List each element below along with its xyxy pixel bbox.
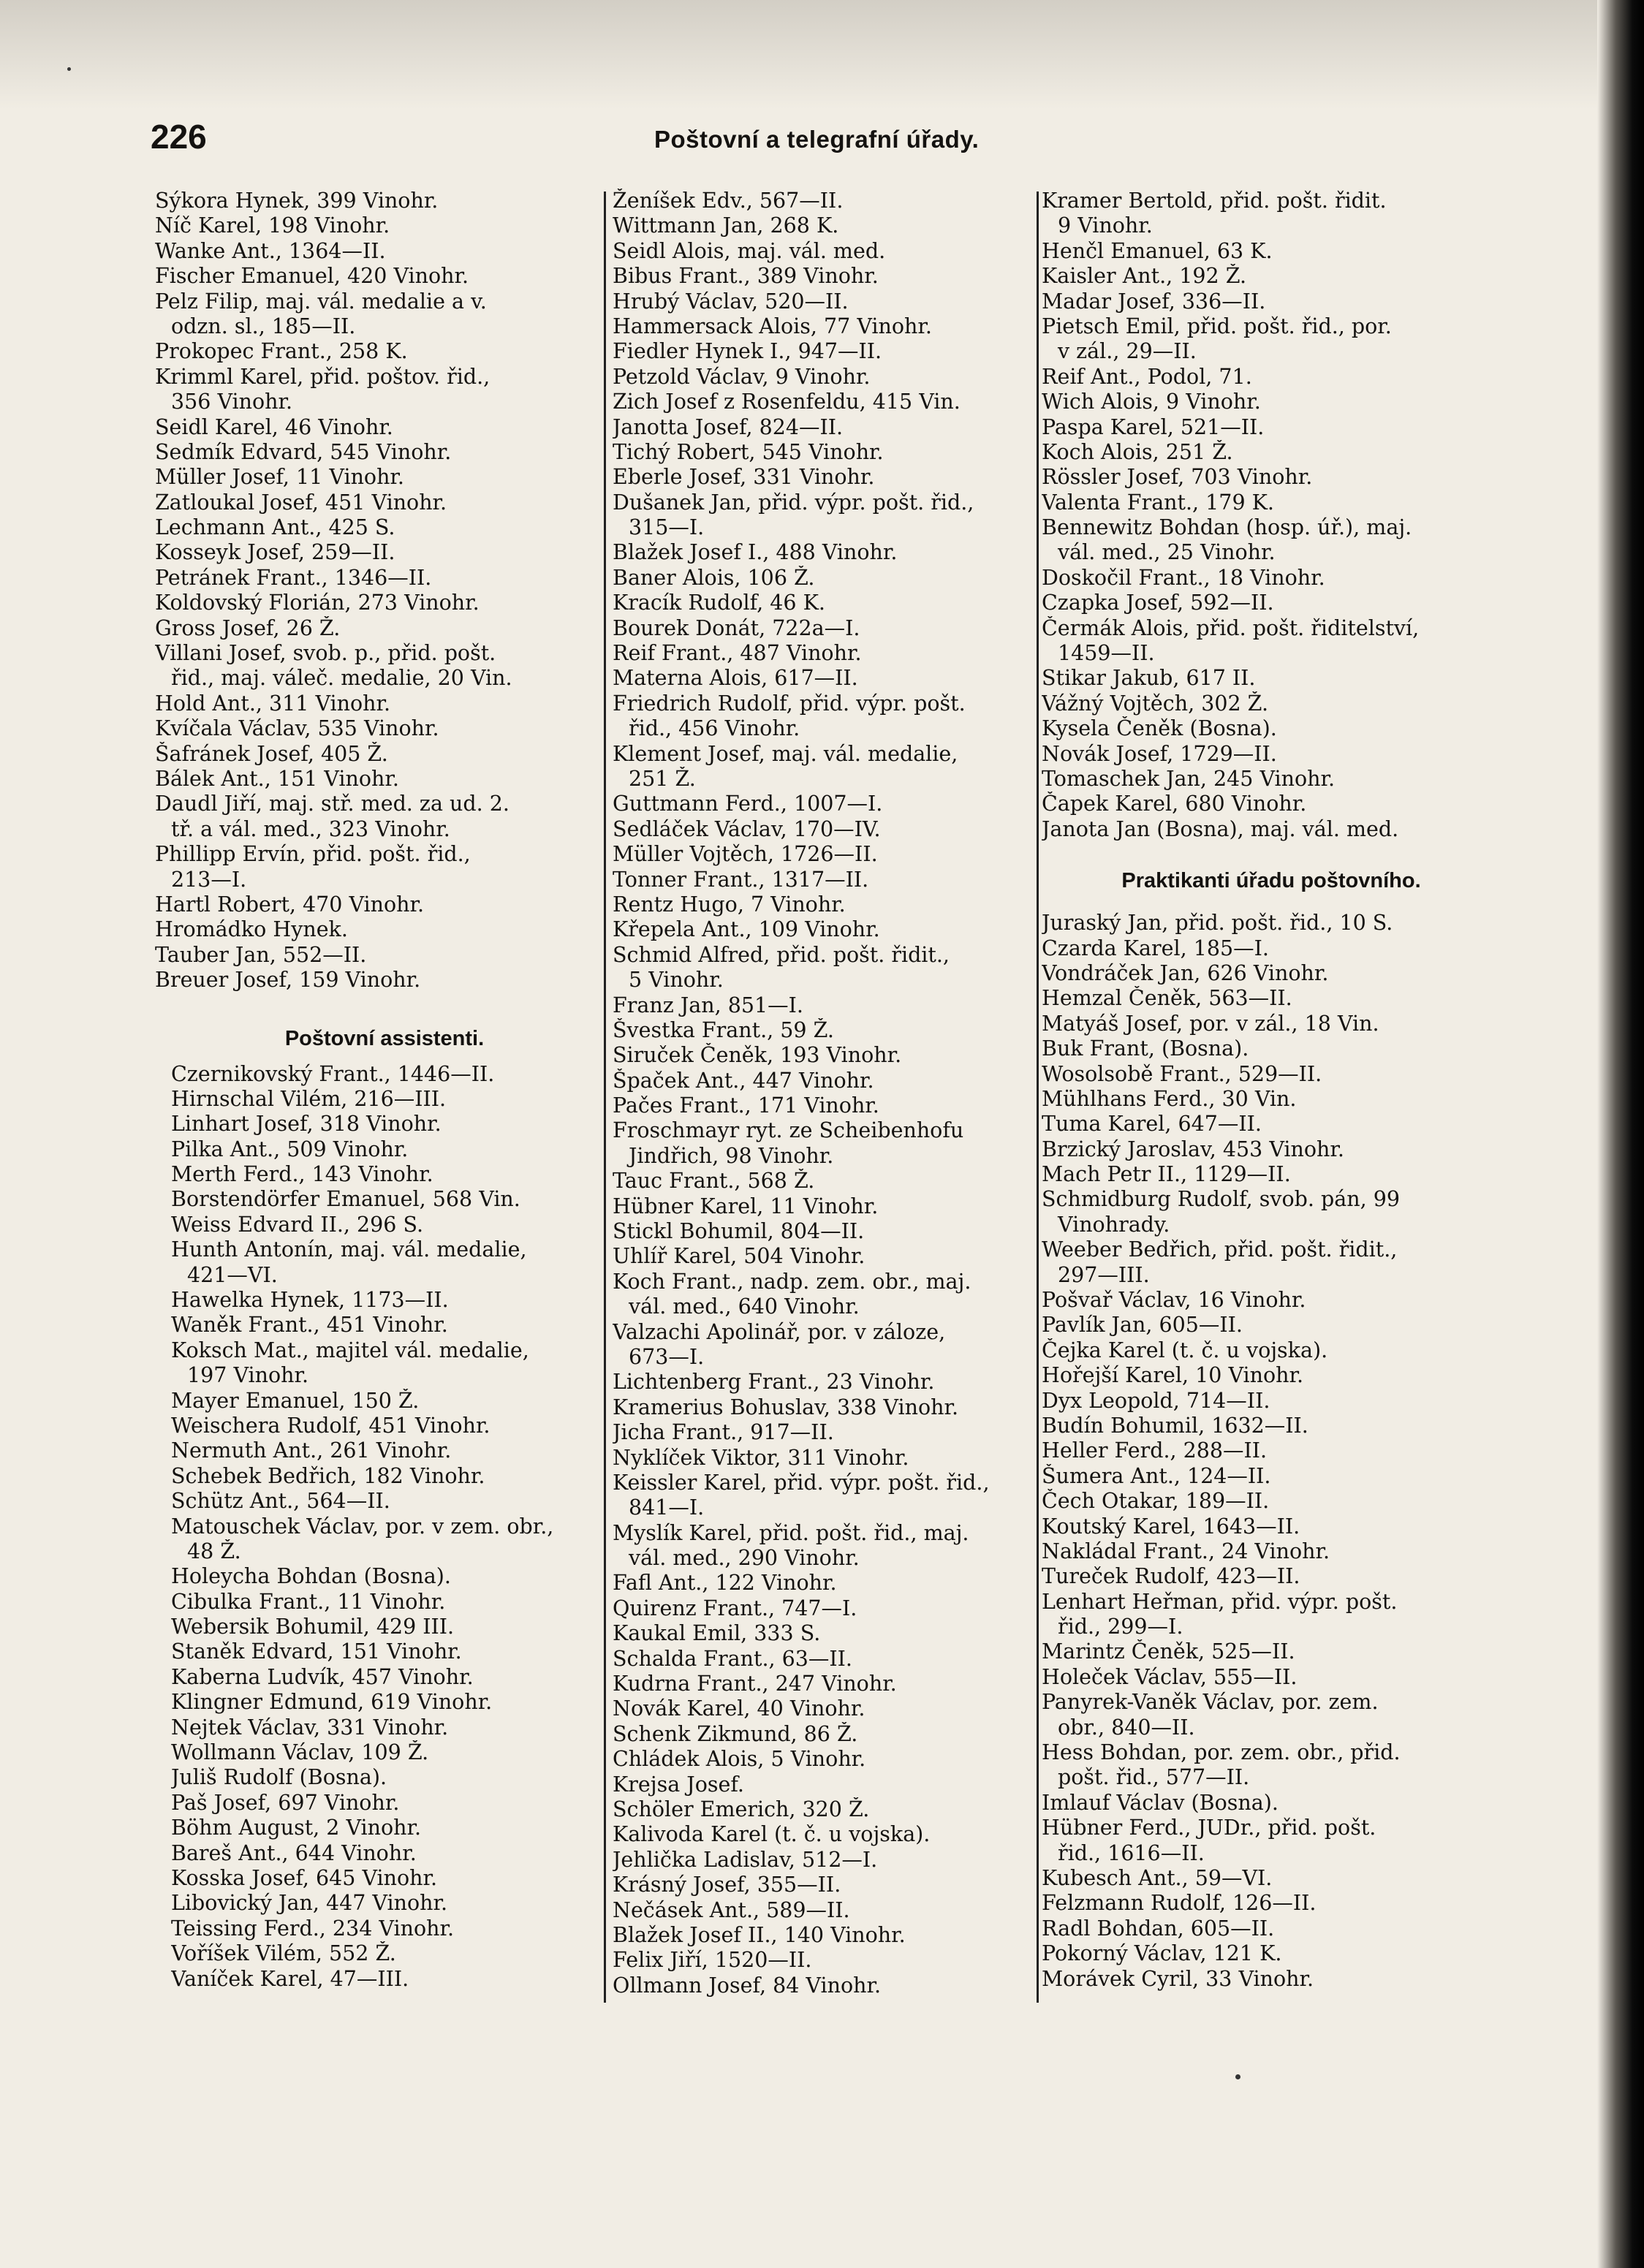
entry-continuation: v zál., 29—II. — [1058, 339, 1197, 364]
list-entry: Kosseyk Josef, 259—II. — [155, 540, 395, 565]
list-entry: Schebek Bedřich, 182 Vinohr. — [171, 1463, 485, 1488]
list-entry: Jehlička Ladislav, 512—I. — [613, 1847, 878, 1872]
list-entry: Weeber Bedřich, přid. pošt. řidit., — [1042, 1237, 1398, 1262]
list-entry: Friedrich Rudolf, přid. výpr. pošt. — [613, 691, 966, 716]
list-entry: Krásný Josef, 355—II. — [613, 1873, 841, 1897]
list-entry: Vondráček Jan, 626 Vinohr. — [1042, 960, 1329, 985]
list-entry: Seidl Karel, 46 Vinohr. — [155, 414, 393, 439]
list-entry: Hawelka Hynek, 1173—II. — [171, 1288, 449, 1313]
list-entry: Níč Karel, 198 Vinohr. — [155, 213, 390, 238]
list-entry: Fischer Emanuel, 420 Vinohr. — [155, 264, 469, 289]
list-entry: Sedláček Václav, 170—IV. — [613, 816, 881, 841]
list-entry: Klingner Edmund, 619 Vinohr. — [171, 1690, 493, 1715]
list-entry: Tureček Rudolf, 423—II. — [1042, 1564, 1300, 1589]
list-entry: Křepela Ant., 109 Vinohr. — [613, 917, 880, 942]
list-entry: Zich Josef z Rosenfeldu, 415 Vin. — [613, 390, 961, 414]
entry-continuation: 421—VI. — [187, 1262, 278, 1287]
entry-continuation: 48 Ž. — [187, 1539, 241, 1563]
list-entry: Teissing Ferd., 234 Vinohr. — [171, 1916, 455, 1941]
list-entry: Bennewitz Bohdan (hosp. úř.), maj. — [1042, 515, 1412, 540]
list-entry: Villani Josef, svob. p., přid. pošt. — [155, 641, 496, 666]
entry-continuation: 213—I. — [171, 867, 247, 892]
list-entry: Staněk Edvard, 151 Vinohr. — [171, 1639, 462, 1664]
list-entry: Petzold Václav, 9 Vinohr. — [613, 364, 871, 389]
list-entry: Müller Vojtěch, 1726—II. — [613, 842, 878, 867]
list-entry: Fafl Ant., 122 Vinohr. — [613, 1571, 837, 1596]
list-entry: Mayer Emanuel, 150 Ž. — [171, 1388, 420, 1413]
list-entry: Janota Jan (Bosna), maj. vál. med. — [1042, 816, 1399, 841]
list-entry: Felix Jiří, 1520—II. — [613, 1948, 812, 1973]
column-1 — [155, 189, 599, 2016]
list-entry: Schenk Zikmund, 86 Ž. — [613, 1721, 858, 1746]
list-entry: Tonner Frant., 1317—II. — [613, 867, 869, 892]
list-entry: Weischera Rudolf, 451 Vinohr. — [171, 1413, 490, 1438]
list-entry: Hemzal Čeněk, 563—II. — [1042, 986, 1292, 1011]
list-entry: Webersik Bohumil, 429 III. — [171, 1615, 455, 1639]
list-entry: Breuer Josef, 159 Vinohr. — [155, 968, 421, 993]
list-entry: Čech Otakar, 189—II. — [1042, 1489, 1270, 1514]
list-entry: Nakládal Frant., 24 Vinohr. — [1042, 1539, 1330, 1563]
list-entry: Jicha Frant., 917—II. — [613, 1420, 834, 1445]
list-entry: Böhm August, 2 Vinohr. — [171, 1816, 422, 1840]
list-entry: Libovický Jan, 447 Vinohr. — [171, 1891, 448, 1916]
list-entry: Keissler Karel, přid. výpr. pošt. řid., — [613, 1470, 990, 1495]
list-entry: Baner Alois, 106 Ž. — [613, 565, 815, 590]
list-entry: Petránek Frant., 1346—II. — [155, 565, 432, 590]
list-entry: Koch Alois, 251 Ž. — [1042, 439, 1233, 464]
list-entry: Matyáš Josef, por. v zál., 18 Vin. — [1042, 1011, 1379, 1036]
list-entry: Lenhart Heřman, přid. výpr. pošt. — [1042, 1589, 1398, 1614]
list-entry: Cibulka Frant., 11 Vinohr. — [171, 1589, 446, 1614]
list-entry: Kvíčala Václav, 535 Vinohr. — [155, 716, 439, 741]
list-entry: Pietsch Emil, přid. pošt. řid., por. — [1042, 314, 1392, 338]
list-entry: Panyrek-Vaněk Václav, por. zem. — [1042, 1690, 1379, 1715]
list-entry: Chládek Alois, 5 Vinohr. — [613, 1747, 866, 1772]
list-entry: Pokorný Václav, 121 K. — [1042, 1941, 1282, 1966]
list-entry: Pavlík Jan, 605—II. — [1042, 1313, 1243, 1338]
assistants-list — [171, 1062, 599, 1992]
list-entry: Novák Karel, 40 Vinohr. — [613, 1696, 865, 1721]
entry-continuation: řid., 299—I. — [1058, 1615, 1183, 1639]
list-entry: Wittmann Jan, 268 K. — [613, 213, 839, 238]
list-entry: Koch Frant., nadp. zem. obr., maj. — [613, 1269, 971, 1294]
list-entry: Stikar Jakub, 617 II. — [1042, 666, 1256, 691]
entry-continuation: řid., 456 Vinohr. — [629, 716, 800, 741]
list-entry: Tichý Robert, 545 Vinohr. — [613, 439, 884, 464]
list-entry: Nyklíček Viktor, 311 Vinohr. — [613, 1445, 909, 1470]
entry-continuation: tř. a vál. med., 323 Vinohr. — [171, 816, 450, 841]
entry-continuation: vál. med., 25 Vinohr. — [1058, 540, 1276, 565]
list-entry: Gross Josef, 26 Ž. — [155, 615, 341, 640]
list-entry: Juliš Rudolf (Bosna). — [171, 1765, 387, 1790]
entry-continuation: řid., maj. váleč. medalie, 20 Vin. — [171, 666, 512, 691]
print-speck — [1235, 2074, 1240, 2079]
list-entry: Radl Bohdan, 605—II. — [1042, 1916, 1275, 1941]
column-3 — [1042, 189, 1486, 2016]
list-entry: Franz Jan, 851—I. — [613, 993, 803, 1017]
entry-continuation: 1459—II. — [1058, 641, 1155, 666]
list-entry: Hromádko Hynek. — [155, 917, 348, 942]
list-entry: Nermuth Ant., 261 Vinohr. — [171, 1438, 452, 1463]
list-entry: Matouschek Václav, por. v zem. obr., — [171, 1514, 554, 1539]
list-entry: Hübner Ferd., JUDr., přid. pošt. — [1042, 1816, 1376, 1840]
list-entry: Lichtenberg Frant., 23 Vinohr. — [613, 1370, 935, 1395]
list-entry: Rössler Josef, 703 Vinohr. — [1042, 465, 1313, 490]
list-entry: Paš Josef, 697 Vinohr. — [171, 1790, 400, 1815]
list-entry: Felzmann Rudolf, 126—II. — [1042, 1891, 1317, 1916]
list-entry: Valenta Frant., 179 K. — [1042, 490, 1274, 515]
list-entry: Schütz Ant., 564—II. — [171, 1489, 390, 1514]
list-entry: Krejsa Josef. — [613, 1772, 744, 1797]
list-entry: Nejtek Václav, 331 Vinohr. — [171, 1715, 449, 1740]
list-entry: Blažek Josef II., 140 Vinohr. — [613, 1922, 906, 1947]
list-entry: Henčl Emanuel, 63 K. — [1042, 238, 1273, 263]
list-entry: Buk Frant, (Bosna). — [1042, 1036, 1249, 1061]
entry-continuation: obr., 840—II. — [1058, 1715, 1195, 1740]
entry-continuation: Jindřich, 98 Vinohr. — [629, 1143, 834, 1168]
list-entry: Pošvař Václav, 16 Vinohr. — [1042, 1288, 1306, 1313]
list-entry: Schmidburg Rudolf, svob. pán, 99 — [1042, 1187, 1400, 1212]
page-edge-shadow — [1597, 0, 1644, 2268]
list-entry: Koutský Karel, 1643—II. — [1042, 1514, 1300, 1539]
list-entry: Hold Ant., 311 Vinohr. — [155, 691, 391, 716]
list-entry: Sedmík Edvard, 545 Vinohr. — [155, 439, 452, 464]
entry-continuation: odzn. sl., 185—II. — [171, 314, 356, 338]
list-entry: Hunth Antonín, maj. vál. medalie, — [171, 1237, 527, 1262]
list-entry: Švestka Frant., 59 Ž. — [613, 1017, 834, 1042]
entry-continuation: 297—III. — [1058, 1262, 1150, 1287]
list-entry: Imlauf Václav (Bosna). — [1042, 1790, 1279, 1815]
list-entry: Uhlíř Karel, 504 Vinohr. — [613, 1244, 865, 1269]
list-entry: Mühlhans Ferd., 30 Vin. — [1042, 1086, 1297, 1111]
list-entry: Heller Ferd., 288—II. — [1042, 1438, 1268, 1463]
list-entry: Rentz Hugo, 7 Vinohr. — [613, 892, 846, 917]
list-entry: Šafránek Josef, 405 Ž. — [155, 741, 388, 766]
list-entry: Kudrna Frant., 247 Vinohr. — [613, 1672, 897, 1696]
entry-continuation: 9 Vinohr. — [1058, 213, 1153, 238]
list-entry: Hammersack Alois, 77 Vinohr. — [613, 314, 932, 338]
list-entry: Hořejší Karel, 10 Vinohr. — [1042, 1363, 1304, 1388]
list-entry: Reif Ant., Podol, 71. — [1042, 364, 1252, 389]
list-entry: Čapek Karel, 680 Vinohr. — [1042, 792, 1307, 816]
entry-continuation: řid., 1616—II. — [1058, 1840, 1205, 1865]
list-entry: Bálek Ant., 151 Vinohr. — [155, 766, 399, 791]
list-entry: Fiedler Hynek I., 947—II. — [613, 339, 882, 364]
list-entry: Siruček Čeněk, 193 Vinohr. — [613, 1043, 902, 1068]
list-entry: Kubesch Ant., 59—VI. — [1042, 1866, 1273, 1890]
list-entry: Kysela Čeněk (Bosna). — [1042, 716, 1277, 741]
entry-continuation: 841—I. — [629, 1495, 705, 1520]
list-entry: Weiss Edvard II., 296 S. — [171, 1212, 424, 1237]
list-entry: Kalivoda Karel (t. č. u vojska). — [613, 1822, 931, 1847]
directory-list — [613, 189, 1035, 1998]
list-entry: Stickl Bohumil, 804—II. — [613, 1219, 865, 1244]
section-title-assistants: Poštovní assistenti. — [284, 1026, 485, 1050]
list-entry: Hübner Karel, 11 Vinohr. — [613, 1194, 879, 1218]
list-entry: Merth Ferd., 143 Vinohr. — [171, 1162, 433, 1187]
entry-continuation: 356 Vinohr. — [171, 390, 293, 414]
list-entry: Dyx Leopold, 714—II. — [1042, 1388, 1270, 1413]
section-title-trainees: Praktikanti úřadu poštovního. — [1121, 869, 1421, 893]
list-entry: Špaček Ant., 447 Vinohr. — [613, 1068, 874, 1093]
list-entry: Hirnschal Vilém, 216—III. — [171, 1086, 447, 1111]
list-entry: Čejka Karel (t. č. u vojska). — [1042, 1338, 1328, 1362]
scan-shadow — [0, 0, 1597, 110]
list-entry: Kosska Josef, 645 Vinohr. — [171, 1866, 438, 1890]
trainees-list — [1042, 911, 1486, 1992]
list-entry: Froschmayr ryt. ze Scheibenhofu — [613, 1118, 964, 1143]
list-entry: Müller Josef, 11 Vinohr. — [155, 465, 404, 490]
list-entry: Schmid Alfred, přid. pošt. řidit., — [613, 942, 950, 967]
list-entry: Sýkora Hynek, 399 Vinohr. — [155, 189, 439, 213]
list-entry: Kaukal Emil, 333 S. — [613, 1621, 821, 1646]
list-entry: Czapka Josef, 592—II. — [1042, 591, 1274, 615]
list-entry: Pilka Ant., 509 Vinohr. — [171, 1137, 409, 1161]
list-entry: Linhart Josef, 318 Vinohr. — [171, 1112, 442, 1137]
list-entry: Krimml Karel, přid. poštov. řid., — [155, 364, 490, 389]
list-entry: Dušanek Jan, přid. výpr. pošt. řid., — [613, 490, 974, 515]
entry-continuation: pošt. řid., 577—II. — [1058, 1765, 1250, 1790]
list-entry: Kramerius Bohuslav, 338 Vinohr. — [613, 1395, 959, 1419]
list-entry: Prokopec Frant., 258 K. — [155, 339, 408, 364]
list-entry: Holeček Václav, 555—II. — [1042, 1664, 1298, 1689]
list-entry: Zatloukal Josef, 451 Vinohr. — [155, 490, 447, 515]
list-entry: Phillipp Ervín, přid. pošt. řid., — [155, 842, 471, 867]
list-entry: Kaisler Ant., 192 Ž. — [1042, 264, 1247, 289]
page-number: 226 — [151, 118, 207, 156]
entry-continuation: vál. med., 290 Vinohr. — [629, 1546, 860, 1571]
list-entry: Kramer Bertold, přid. pošt. řidit. — [1042, 189, 1387, 213]
list-entry: Bareš Ant., 644 Vinohr. — [171, 1840, 417, 1865]
list-entry: Quirenz Frant., 747—I. — [613, 1596, 857, 1620]
list-entry: Wanke Ant., 1364—II. — [155, 238, 386, 263]
list-entry: Bibus Frant., 389 Vinohr. — [613, 264, 879, 289]
list-entry: Vaníček Karel, 47—III. — [171, 1966, 409, 1991]
list-entry: Čermák Alois, přid. pošt. řiditelství, — [1042, 615, 1420, 640]
print-speck — [67, 67, 71, 71]
list-entry: Novák Josef, 1729—II. — [1042, 741, 1277, 766]
list-entry: Guttmann Ferd., 1007—I. — [613, 792, 883, 816]
column-rule-right — [1037, 191, 1039, 2003]
list-entry: Vážný Vojtěch, 302 Ž. — [1042, 691, 1269, 716]
list-entry: Materna Alois, 617—II. — [613, 666, 858, 691]
list-entry: Valzachi Apolinář, por. v záloze, — [613, 1319, 946, 1344]
directory-list — [155, 189, 599, 993]
list-entry: Tomaschek Jan, 245 Vinohr. — [1042, 766, 1336, 791]
list-entry: Wollmann Václav, 109 Ž. — [171, 1740, 429, 1765]
list-entry: Kracík Rudolf, 46 K. — [613, 591, 825, 615]
list-entry: Borstendörfer Emanuel, 568 Vin. — [171, 1187, 520, 1212]
list-entry: Waněk Frant., 451 Vinohr. — [171, 1313, 448, 1338]
list-entry: Eberle Josef, 331 Vinohr. — [613, 465, 875, 490]
list-entry: Seidl Alois, maj. vál. med. — [613, 238, 886, 263]
list-entry: Wosolsobě Frant., 529—II. — [1042, 1061, 1322, 1086]
list-entry: Kaberna Ludvík, 457 Vinohr. — [171, 1664, 474, 1689]
list-entry: Myslík Karel, přid. pošt. řid., maj. — [613, 1520, 969, 1545]
entry-continuation: vál. med., 640 Vinohr. — [629, 1294, 860, 1319]
list-entry: Koksch Mat., majitel vál. medalie, — [171, 1338, 529, 1362]
entry-continuation: 197 Vinohr. — [187, 1363, 309, 1388]
list-entry: Klement Josef, maj. vál. medalie, — [613, 741, 958, 766]
list-entry: Voříšek Vilém, 552 Ž. — [171, 1941, 396, 1966]
list-entry: Paspa Karel, 521—II. — [1042, 414, 1265, 439]
list-entry: Bourek Donát, 722a—I. — [613, 615, 860, 640]
entry-continuation: 251 Ž. — [629, 766, 696, 791]
list-entry: Blažek Josef I., 488 Vinohr. — [613, 540, 898, 565]
list-entry: Brzický Jaroslav, 453 Vinohr. — [1042, 1137, 1344, 1161]
list-entry: Doskočil Frant., 18 Vinohr. — [1042, 565, 1325, 590]
entry-continuation: Vinohrady. — [1058, 1212, 1170, 1237]
list-entry: Tuma Karel, 647—II. — [1042, 1112, 1262, 1137]
list-entry: Janotta Josef, 824—II. — [613, 414, 844, 439]
list-entry: Czernikovský Frant., 1446—II. — [171, 1061, 495, 1086]
entry-continuation: 673—I. — [629, 1344, 705, 1369]
list-entry: Madar Josef, 336—II. — [1042, 289, 1266, 314]
list-entry: Schalda Frant., 63—II. — [613, 1646, 852, 1671]
list-entry: Pačes Frant., 171 Vinohr. — [613, 1093, 879, 1118]
list-entry: Hrubý Václav, 520—II. — [613, 289, 849, 314]
list-entry: Koldovský Florián, 273 Vinohr. — [155, 591, 480, 615]
list-entry: Morávek Cyril, 33 Vinohr. — [1042, 1966, 1314, 1991]
entry-continuation: 315—I. — [629, 515, 705, 540]
list-entry: Ollmann Josef, 84 Vinohr. — [613, 1973, 882, 1998]
list-entry: Mach Petr II., 1129—II. — [1042, 1162, 1291, 1187]
list-entry: Juraský Jan, přid. pošt. řid., 10 S. — [1042, 911, 1393, 936]
list-entry: Reif Frant., 487 Vinohr. — [613, 641, 862, 666]
directory-list — [1042, 189, 1486, 842]
list-entry: Nečásek Ant., 589—II. — [613, 1897, 850, 1922]
column-rule-left — [604, 191, 606, 2003]
list-entry: Šumera Ant., 124—II. — [1042, 1463, 1271, 1488]
list-entry: Daudl Jiří, maj. stř. med. za ud. 2. — [155, 792, 510, 816]
running-header: Poštovní a telegrafní úřady. — [654, 126, 980, 153]
list-entry: Lechmann Ant., 425 S. — [155, 515, 395, 540]
column-2 — [613, 189, 1035, 2016]
list-entry: Marintz Čeněk, 525—II. — [1042, 1639, 1295, 1664]
list-entry: Hess Bohdan, por. zem. obr., přid. — [1042, 1740, 1401, 1765]
list-entry: Hartl Robert, 470 Vinohr. — [155, 892, 425, 917]
list-entry: Schöler Emerich, 320 Ž. — [613, 1797, 870, 1821]
list-entry: Budín Bohumil, 1632—II. — [1042, 1413, 1308, 1438]
list-entry: Tauc Frant., 568 Ž. — [613, 1169, 815, 1194]
list-entry: Holeycha Bohdan (Bosna). — [171, 1564, 451, 1589]
list-entry: Wich Alois, 9 Vinohr. — [1042, 390, 1261, 414]
list-entry: Tauber Jan, 552—II. — [155, 942, 367, 967]
entry-continuation: 5 Vinohr. — [629, 968, 724, 993]
list-entry: Pelz Filip, maj. vál. medalie a v. — [155, 289, 487, 314]
list-entry: Czarda Karel, 185—I. — [1042, 936, 1269, 960]
list-entry: Ženíšek Edv., 567—II. — [613, 189, 844, 213]
